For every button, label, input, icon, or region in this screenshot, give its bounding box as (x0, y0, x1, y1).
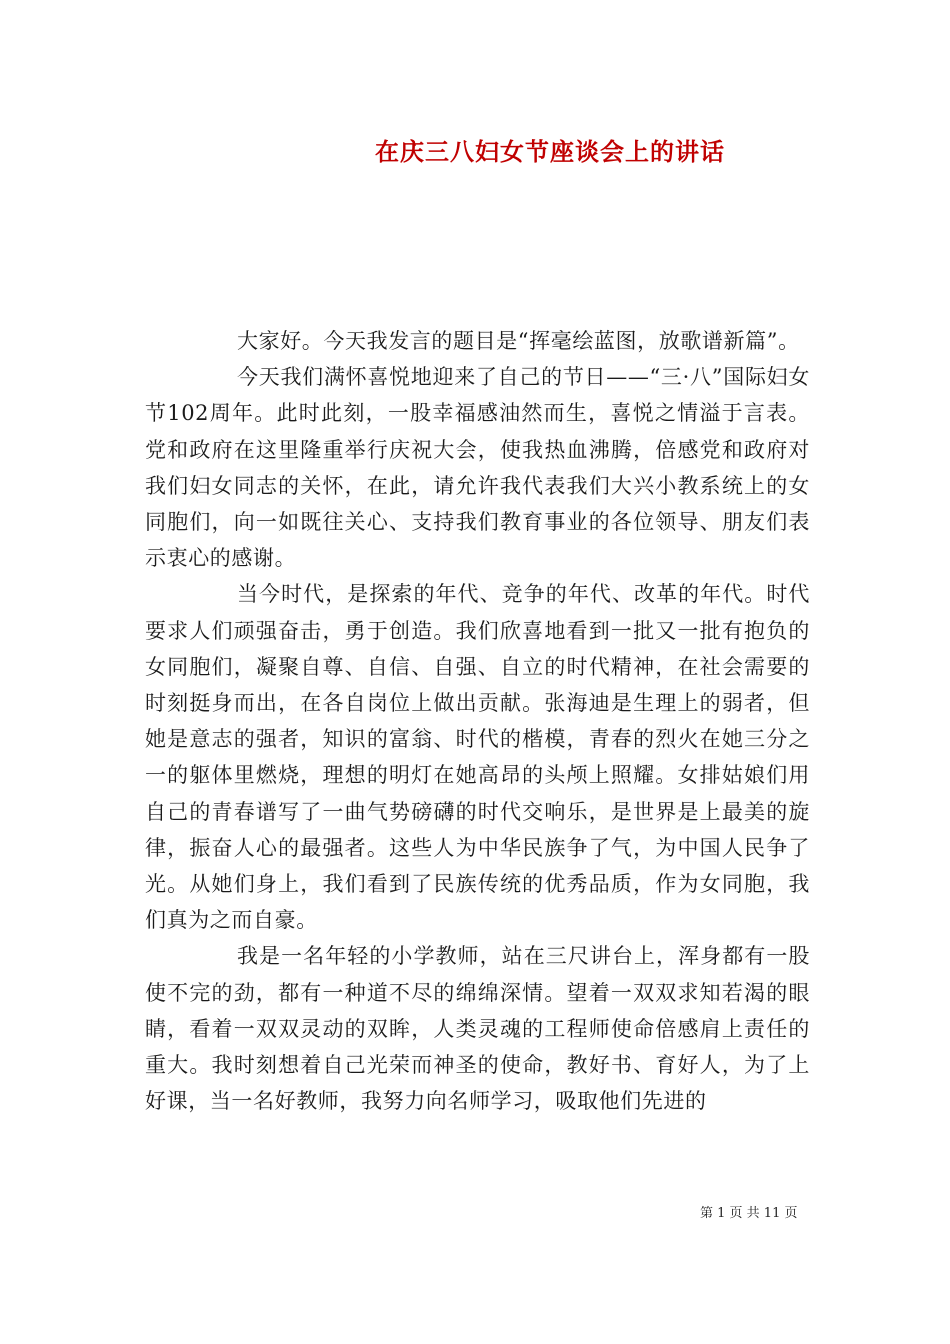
document-body (145, 323, 810, 1119)
page-number-footer: 第 1 页 共 11 页 (700, 1206, 798, 1221)
paragraph-era: 当今时代，是探索的年代、竞争的年代、改革的年代。时代要求人们顽强奋击，勇于创造。我们欣喜地看到一批又一批有抱负的女同胞们，凝聚自尊、自信、自强、自立的时代精神，在社会需要的时刻挺身而出，在各自岗位上做出贡献。张海迪是生理上的弱者，但她是意志的强者，知识的富翁、时代的楷模，青春的烈火在她三分之一的躯体里燃烧，理想的明灯在她高昂的头颅上照耀。女排姑娘们用自己的青春谱写了一曲气势磅礴的时代交响乐，是世界是上最美的旋律，振奋人心的最强者。这些人为中华民族争了气，为中国人民争了光。从她们身上，我们看到了民族传统的优秀品质，作为女同胞，我们真为之而自豪。 (145, 582, 810, 933)
paragraph-greeting: 大家好。今天我发言的题目是“挥毫绘蓝图，放歌谱新篇”。 (237, 329, 800, 353)
paragraph-teacher: 我是一名年轻的小学教师，站在三尺讲台上，浑身都有一股使不完的劲，都有一种道不尽的绵绵深情。望着一双双求知若渴的眼睛，看着一双双灵动的双眸，人类灵魂的工程师使命倍感肩上责任的重大。我时刻想着自己光荣而神圣的使命，教好书、育好人，为了上好课，当一名好教师，我努力向名师学习，吸取他们先进的 (145, 944, 810, 1114)
paragraph-womens-day: 今天我们满怀喜悦地迎来了自己的节日——“三·八”国际妇女节102周年。此时此刻，一股幸福感油然而生，喜悦之情溢于言表。党和政府在这里隆重举行庆祝大会，使我热血沸腾，倍感党和政府对我们妇女同志的关怀，在此，请允许我代表我们大兴小教系统上的女同胞们，向一如既往关心、支持我们教育事业的各位领导、朋友们表示衷心的感谢。 (145, 365, 810, 571)
document-title: 在庆三八妇女节座谈会上的讲话 (375, 137, 725, 166)
